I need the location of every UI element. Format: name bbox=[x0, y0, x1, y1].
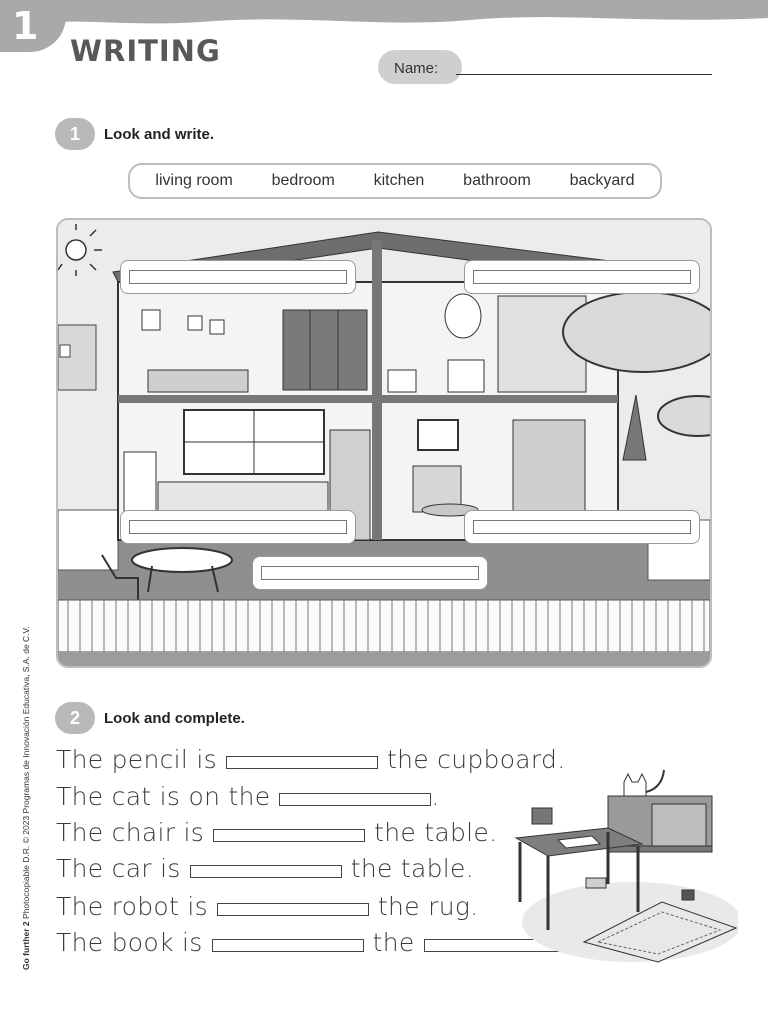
answer-blank[interactable] bbox=[217, 903, 369, 916]
word-bank-item: kitchen bbox=[373, 172, 425, 189]
sentence-text: The chair is bbox=[56, 818, 205, 847]
sentence-text: The cat is on the bbox=[56, 782, 271, 811]
sentence-text: The car is bbox=[56, 854, 181, 883]
exercise-1-badge: 1 bbox=[55, 118, 95, 150]
word-bank-item: backyard bbox=[569, 172, 635, 189]
copyright-notice bbox=[15, 626, 39, 970]
sentence-2 bbox=[56, 782, 440, 811]
sentence-text: the cupboard. bbox=[387, 745, 566, 774]
sentence-5 bbox=[56, 892, 478, 921]
unit-number: 1 bbox=[12, 4, 39, 48]
sentence-3 bbox=[56, 818, 497, 847]
word-bank-item: bathroom bbox=[463, 172, 531, 189]
sentence-text: The book is bbox=[56, 928, 203, 957]
word-bank bbox=[128, 163, 662, 199]
sentence-text: The pencil is bbox=[56, 745, 217, 774]
exercise-2-instruction: Look and complete. bbox=[104, 710, 245, 727]
backyard-answer-box[interactable] bbox=[252, 556, 488, 590]
copyright-series: Go further 2 bbox=[21, 921, 31, 970]
sentence-text: The robot is bbox=[56, 892, 208, 921]
sentence-6 bbox=[56, 928, 584, 957]
bedroom-answer-box[interactable] bbox=[120, 260, 356, 294]
sentence-text: the bbox=[372, 928, 415, 957]
name-label: Name: bbox=[394, 60, 439, 77]
answer-blank[interactable] bbox=[190, 865, 342, 878]
room-illustration bbox=[512, 752, 738, 964]
living-room-answer-box[interactable] bbox=[464, 510, 700, 544]
name-input-line[interactable] bbox=[456, 74, 712, 75]
sentence-text: the rug. bbox=[377, 892, 479, 921]
word-bank-item: living room bbox=[155, 172, 233, 189]
answer-blank[interactable] bbox=[213, 829, 365, 842]
answer-blank[interactable] bbox=[212, 939, 364, 952]
top-banner bbox=[0, 0, 768, 30]
kitchen-answer-box[interactable] bbox=[120, 510, 356, 544]
answer-blank[interactable] bbox=[279, 793, 431, 806]
exercise-1-instruction: Look and write. bbox=[104, 126, 215, 143]
sentence-4 bbox=[56, 854, 474, 883]
sentence-1 bbox=[56, 745, 565, 774]
sentence-text: . bbox=[431, 782, 440, 811]
copyright-text: Photocopiable D.R. © 2023 Programas de Innovación Educativa, S.A. de C.V. bbox=[21, 626, 31, 919]
sentence-text: the table. bbox=[350, 854, 474, 883]
word-bank-item: bedroom bbox=[271, 172, 335, 189]
section-title: WRITING bbox=[70, 34, 221, 68]
exercise-2-badge: 2 bbox=[55, 702, 95, 734]
sentence-text: the table. bbox=[374, 818, 498, 847]
answer-blank[interactable] bbox=[226, 756, 378, 769]
bathroom-answer-box[interactable] bbox=[464, 260, 700, 294]
